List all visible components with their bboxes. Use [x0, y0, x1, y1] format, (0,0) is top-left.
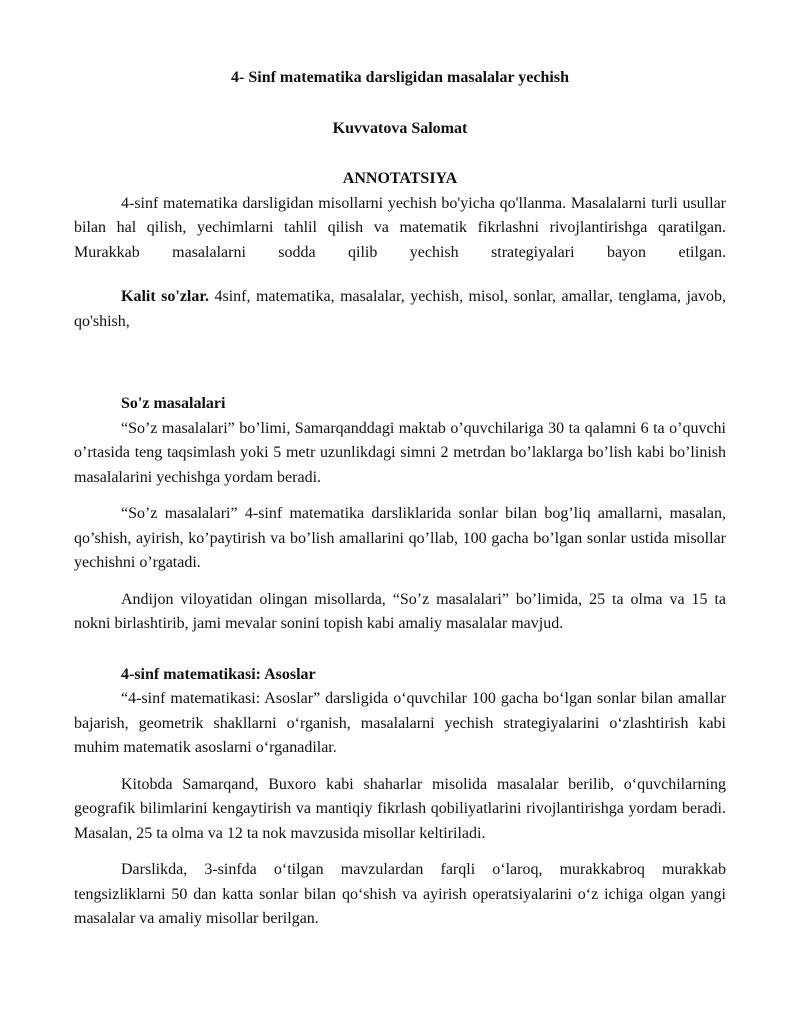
annotation-text: 4-sinf matematika darsligidan misollarni yechish bo'yicha qo'llanma. Masalalarni turli usullar bilan hal qilish, yechimlarni tahlil qilish va matematik fikrlashni rivojlantirishga qaratilgan. Murakkab masalalarni sodda qilib yechish strategiyalari bayon: [74, 194, 726, 261]
annotation-heading: ANNOTATSIYA: [342, 170, 458, 187]
author-name: Kuvvatova Salomat: [332, 119, 468, 137]
document-title: 4- Sinf matematika darsligidan masalalar yechish: [231, 69, 569, 86]
keywords-paragraph: [74, 285, 726, 334]
section1-paragraph-3: Andijon viloyatidan olingan misollarda, “So’z masalalari” bo’limida, 25 ta olma va 15 ta nokni birlashtirib, jami mevalar sonini topish kabi amaliy masalalar mavjud.: [74, 590, 726, 632]
section2-paragraph-1: “4-sinf matematikasi: Asoslar” darsligida o‘quvchilar 100 gacha bo‘lgan sonlar bilan amallar bajarish, geometrik shakllarni o‘rganish, masalalarni yechish strategiyalarini o‘zlashtirish kabi muhim matematik asoslarni o‘rganadilar.: [74, 690, 726, 756]
section2-paragraph-2: Kitobda Samarqand, Buxoro kabi shaharlar misolida masalalar berilib, o‘quvchilarning geografik bilimlarini kengaytirish va mantiqiy fikrlash qobiliyatlarini rivojlantirishga yordam beradi. Masalan, 25 ta olma va 12 ta nok mavzusida misollar keltiriladi.: [74, 775, 726, 842]
document-page: [74, 66, 726, 932]
section1-paragraph-2: “So’z masalalari” 4-sinf matematika darsliklarida sonlar bilan bog’liq amallarni, masalan, qo’shish, ayirish, ko’paytirish va bo’lish amallarini qo’llab, 100 gacha bo’lgan sonlar ustida misollar yechishni o’rgatadi.: [74, 505, 726, 571]
annotation-paragraph: [74, 192, 726, 266]
section-heading-asoslar: 4-sinf matematikasi: Asoslar: [121, 665, 316, 683]
keywords-text: 4sinf, matematika, masalalar, yechish, misol, sonlar, amallar, tenglama, javob, qo'shish,: [74, 288, 727, 330]
section1-paragraph-1: “So’z masalalari” bo’limi, Samarqanddagi maktab o’quvchilariga 30 ta qalamni 6 ta o’quvchi o’rtasida teng taqsimlash yoki 5 metr uzunlikdagi simni 2 metrdan bo’laklarga bo’lish kabi bo’linish masalalarini yechishga yordam beradi.: [74, 419, 726, 486]
keywords-label: Kalit so'zlar.: [121, 288, 209, 305]
section2-paragraph-3: Darslikda, 3-sinfda o‘tilgan mavzulardan farqli o‘laroq, murakkabroq murakkab tengsizliklarni 50 dan katta sonlar bilan qo‘shish va ayirish operatsiyalarini o‘z ichiga olgan yangi masalalar va amaliy misollar berilgan.: [74, 861, 726, 927]
annotation-text-end: etilgan.: [678, 243, 727, 261]
section-heading-soz-masalalari: So'z masalalari: [121, 395, 226, 412]
